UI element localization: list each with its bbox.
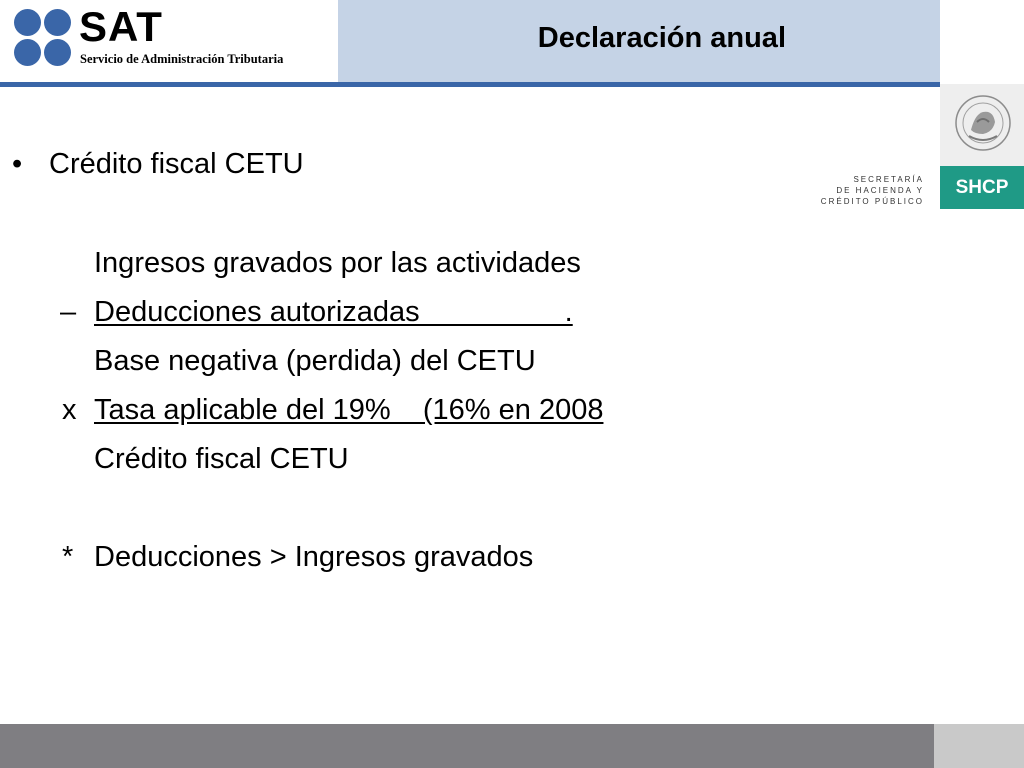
list-item: Deducciones > Ingresos gravados bbox=[94, 541, 534, 573]
seal-panel bbox=[940, 84, 1024, 166]
national-seal-icon bbox=[953, 92, 1013, 154]
title-band bbox=[338, 0, 940, 82]
header-right-strip bbox=[940, 0, 1024, 82]
content-heading: Crédito fiscal CETU bbox=[49, 148, 304, 180]
sat-subtitle: Servicio de Administración Tributaria bbox=[80, 52, 284, 66]
bullet-marker: • bbox=[12, 148, 23, 180]
footer-bar bbox=[0, 724, 934, 768]
sat-dots-icon bbox=[14, 9, 72, 67]
slide-title: Declaración anual bbox=[537, 22, 786, 54]
list-item: Deducciones autorizadas . bbox=[94, 296, 573, 328]
footer-corner bbox=[934, 724, 1024, 768]
asterisk-marker: * bbox=[62, 541, 74, 573]
sat-wordmark: SAT bbox=[79, 3, 163, 50]
minus-marker: – bbox=[60, 296, 77, 328]
secretaria-label: SECRETARÍA DE HACIENDA Y CRÉDITO PÚBLICO bbox=[820, 175, 924, 206]
header-divider bbox=[0, 82, 940, 87]
list-item: Tasa aplicable del 19% (16% en 2008 bbox=[94, 394, 604, 426]
list-item: Base negativa (perdida) del CETU bbox=[94, 345, 536, 377]
sat-logo bbox=[0, 0, 338, 82]
list-item: Ingresos gravados por las actividades bbox=[94, 247, 581, 279]
list-item: Crédito fiscal CETU bbox=[94, 443, 349, 475]
times-marker: x bbox=[62, 394, 77, 426]
shcp-badge: SHCP bbox=[940, 166, 1024, 209]
